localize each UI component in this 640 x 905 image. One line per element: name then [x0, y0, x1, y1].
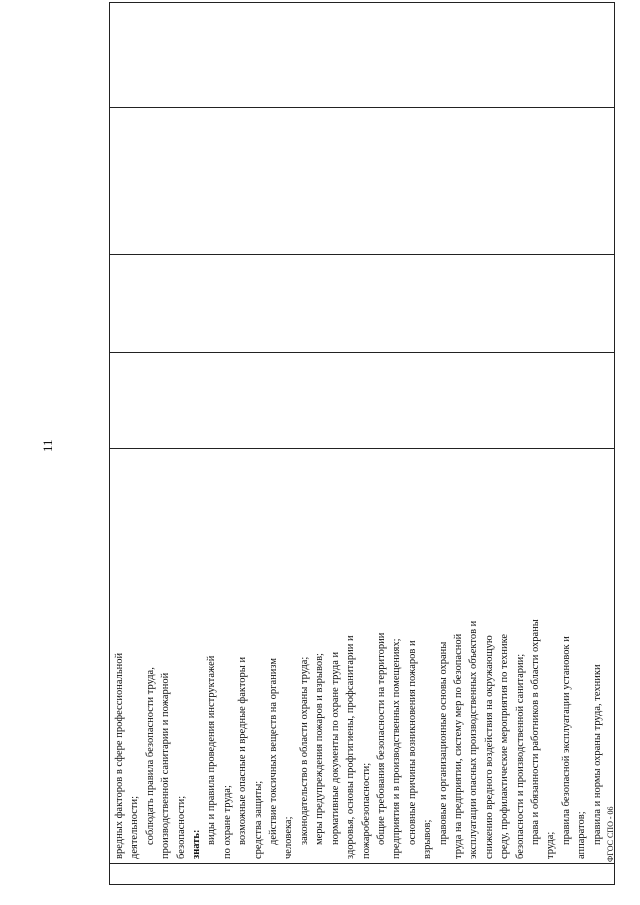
table-row	[110, 3, 615, 885]
table-rotated-container	[109, 17, 615, 885]
text-line: производственной санитарии и пожарной	[160, 672, 172, 859]
text-line: безопасности;	[175, 795, 187, 859]
table-cell-index	[110, 864, 615, 885]
text-line: общие требования безопасности на территории	[375, 632, 387, 845]
table-cell-content	[110, 449, 615, 864]
text-line: средства защиты;	[252, 780, 264, 859]
text-line: предприятия и в производственных помещениях;	[391, 638, 403, 859]
text-line: взрывов;	[422, 819, 434, 859]
content-text-block	[112, 453, 605, 859]
text-line: эксплуатации опасных производственных объектов и	[468, 620, 480, 859]
table-cell-empty	[110, 108, 615, 255]
text-line: правила и нормы охраны труда, техники	[591, 664, 603, 845]
text-line: труда;	[545, 831, 557, 859]
table-cell-empty	[110, 353, 615, 449]
text-line: деятельности;	[129, 795, 141, 859]
text-line: права и обязанности работников в области охраны	[529, 619, 541, 845]
competency-table	[109, 2, 615, 885]
text-line: возможные опасные и вредные факторы и	[237, 656, 249, 845]
text-line: меры предупреждения пожаров и взрывов;	[314, 653, 326, 845]
page-number: 11	[40, 439, 55, 452]
footer-code: ФГОС СПО - 06	[606, 806, 615, 862]
text-line: правовые и организационные основы охраны	[437, 641, 449, 845]
text-line: виды и правила проведения инструктажей	[206, 655, 218, 845]
text-line: правила безопасной эксплуатации установок и	[560, 636, 572, 845]
section-heading: знать:	[191, 829, 203, 859]
text-line: законодательство в области охраны труда;	[298, 656, 310, 845]
table-cell-empty	[110, 3, 615, 108]
text-line: человека;	[283, 816, 295, 859]
table-cell-empty	[110, 255, 615, 353]
text-line: основные причины возникновения пожаров и	[406, 640, 418, 845]
text-line: нормативные документы по охране труда и	[329, 651, 341, 845]
text-line: среду, профилактические мероприятия по технике	[499, 633, 511, 859]
text-line: по охране труда;	[221, 785, 233, 859]
text-line: соблюдать правила безопасности труда,	[144, 667, 156, 845]
text-line: безопасности и производственной санитарии;	[514, 653, 526, 859]
text-line: труда на предприятии, систему мер по безопасной	[452, 633, 464, 859]
text-line: аппаратов;	[576, 811, 588, 859]
text-line: вредных факторов в сфере профессиональной	[114, 652, 125, 859]
text-line: пожаробезопасности;	[360, 762, 372, 859]
text-line: действие токсичных веществ на организм	[268, 657, 280, 845]
text-line: здоровья, основы профгигиены, профсанитарии и	[345, 635, 357, 859]
text-line: снижению вредного воздействия на окружающую	[483, 635, 495, 859]
